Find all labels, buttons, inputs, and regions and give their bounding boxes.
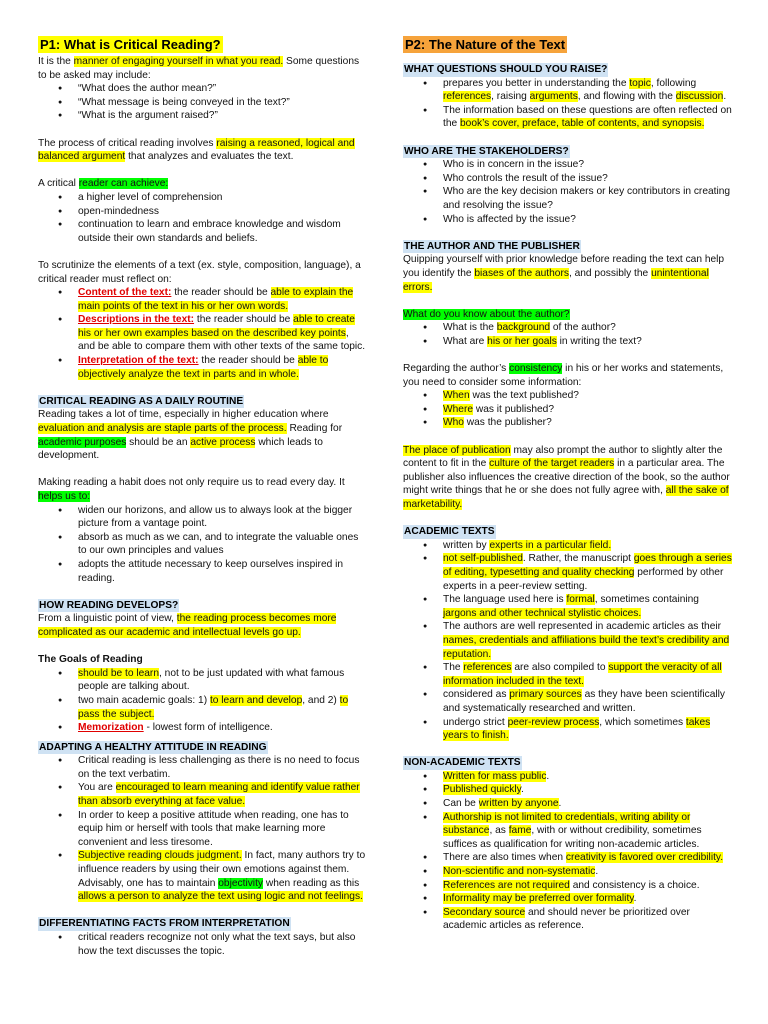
highlighted-text: Informality may be preferred over formality xyxy=(443,893,634,905)
text-run: What is the xyxy=(443,322,497,334)
list-item xyxy=(443,539,733,553)
highlighted-text: biases of the authors xyxy=(474,267,569,279)
consistency-paragraph xyxy=(403,362,733,389)
text-run: , and be able to compare them with other texts of the same topic. xyxy=(78,327,366,353)
highlighted-text: When xyxy=(443,390,470,402)
text-run: in a particular area. The publisher also influences the creative direction of the book, so the author might write things that he or she does not fully agree with, xyxy=(403,458,730,497)
text-run: , not to be just updated with what famous people are talking about. xyxy=(78,667,345,693)
highlighted-text: reader can achieve: xyxy=(78,178,169,190)
text-run: critical readers recognize not only what the text says, but also how the text discusses the topic. xyxy=(78,932,356,957)
text-run: . xyxy=(595,866,599,878)
highlighted-text: support the veracity of all information included in the text. xyxy=(443,662,722,687)
list-item xyxy=(78,354,368,381)
section-heading-author: THE AUTHOR AND THE PUBLISHER xyxy=(404,240,580,252)
know-author-paragraph xyxy=(403,308,733,322)
academic-list xyxy=(403,539,733,743)
text-run: Who are the key decision makers or key contributors in creating and resolving the issue? xyxy=(443,186,731,211)
list-item xyxy=(78,781,368,808)
text-run: , raising xyxy=(491,91,530,103)
process-paragraph xyxy=(38,137,368,164)
column-p1 xyxy=(38,36,368,958)
scrutinize-list xyxy=(38,286,368,381)
list-item xyxy=(78,754,368,781)
text-run: considered as xyxy=(443,689,510,701)
highlighted-text: able to create his or her own examples based on the described key points xyxy=(78,314,355,339)
text-run: Who is in concern in the issue? xyxy=(443,159,584,171)
author-paragraph xyxy=(403,253,733,294)
text-run: , and possibly the xyxy=(568,267,652,279)
page-title-p1: P1: What is Critical Reading? xyxy=(40,37,221,52)
highlighted-text: the reading process becomes more complicated as our academic and intellectual levels go up. xyxy=(38,613,337,638)
list-item xyxy=(443,593,733,620)
text-run: - lowest form of intelligence. xyxy=(143,722,273,734)
text-run: was the text published? xyxy=(469,390,579,402)
list-item xyxy=(443,172,733,186)
text-run: The process of critical reading involves xyxy=(38,137,217,149)
highlighted-text: jargons and other technical stylistic choices. xyxy=(443,607,642,619)
highlighted-text: not self-published xyxy=(443,553,523,565)
text-run: . xyxy=(633,893,637,905)
text-run: which leads to development. xyxy=(38,436,323,462)
text-run: . xyxy=(723,91,727,103)
routine-paragraph xyxy=(38,408,368,462)
list-item xyxy=(78,667,368,694)
text-run: a higher level of comprehension xyxy=(78,191,223,203)
consistency-list xyxy=(403,389,733,430)
text-run: was the publisher? xyxy=(463,417,552,429)
list-item xyxy=(443,213,733,227)
highlighted-text: What do you know about the author? xyxy=(403,308,570,320)
text-run: was it published? xyxy=(473,403,554,415)
highlighted-text: allows a person to analyze the text using logic and not feelings. xyxy=(78,891,363,903)
text-run: There are also times when xyxy=(443,852,566,864)
highlighted-text: Subjective reading clouds judgment. xyxy=(78,850,242,862)
highlighted-text: formal xyxy=(566,594,595,606)
highlighted-text: creativity is favored over credibility. xyxy=(565,852,724,864)
highlighted-text: Interpretation of the text: xyxy=(78,355,199,367)
text-run: performed by other experts in a peer-review setting. xyxy=(443,566,724,592)
text-run: The language used here is xyxy=(443,594,567,606)
highlighted-text: Non-scientific and non-systematic xyxy=(443,866,596,878)
highlighted-text: Where xyxy=(443,403,474,415)
habit-list xyxy=(38,504,368,586)
text-run: Quipping yourself with prior knowledge before reading the text can help you identify the xyxy=(403,254,725,279)
text-run: “What is the argument raised?” xyxy=(78,110,218,122)
list-item xyxy=(443,104,733,131)
highlighted-text: helps us to: xyxy=(38,491,91,502)
text-run: Reading takes a lot of time, especially in higher education where xyxy=(38,409,329,421)
text-run: written by xyxy=(443,539,490,551)
text-run: Who is affected by the issue? xyxy=(443,213,576,225)
highlighted-text: his or her goals xyxy=(487,335,557,347)
highlighted-text: active process xyxy=(190,436,256,448)
text-run: . xyxy=(546,770,550,782)
text-run: “What message is being conveyed in the text?” xyxy=(78,96,290,108)
list-item xyxy=(443,716,733,743)
highlighted-text: Descriptions in the text: xyxy=(78,314,195,326)
list-item xyxy=(443,416,733,430)
text-run: and should never be prioritized over academic articles as reference. xyxy=(443,906,690,932)
text-run: and consistency is a choice. xyxy=(569,879,700,891)
highlighted-text: Authorship is not limited to credentials, writing ability or substance xyxy=(443,811,691,837)
text-run: Reading for xyxy=(286,423,343,435)
section-heading-nonacademic: NON-ACADEMIC TEXTS xyxy=(404,757,521,769)
list-item xyxy=(443,403,733,417)
text-run: In order to keep a positive attitude when reading, one has to equip him or herself with tools that make learning more convenient and less tiresome. xyxy=(78,809,349,848)
develops-paragraph xyxy=(38,612,368,639)
highlighted-text: takes years to finish. xyxy=(443,716,711,742)
text-run: From a linguistic point of view, xyxy=(38,613,177,625)
highlighted-text: background xyxy=(496,322,551,334)
text-run: , and flowing with the xyxy=(577,91,676,103)
highlighted-text: evaluation and analysis are staple parts of the process. xyxy=(38,423,287,435)
list-item xyxy=(443,811,733,852)
section-heading-develops: HOW READING DEVELOPS? xyxy=(39,599,179,611)
goals-heading: The Goals of Reading xyxy=(38,654,143,666)
list-item xyxy=(443,892,733,906)
list-item xyxy=(78,313,368,354)
list-item xyxy=(78,531,368,558)
highlighted-text: able to explain the main points of the text in his or her own words. xyxy=(78,287,354,312)
scrutinize-paragraph xyxy=(38,259,368,286)
highlighted-text: written by anyone xyxy=(478,798,559,810)
highlighted-text: topic xyxy=(629,77,651,89)
section-heading-facts: DIFFERENTIATING FACTS FROM INTERPRETATION xyxy=(39,918,290,930)
list-item xyxy=(443,879,733,893)
list-item xyxy=(78,96,368,110)
section-heading-stakeholders: WHO ARE THE STAKEHOLDERS? xyxy=(404,145,569,157)
highlighted-text: unintentional errors. xyxy=(403,267,709,293)
list-item xyxy=(443,797,733,811)
list-item xyxy=(443,158,733,172)
highlighted-text: peer-review process xyxy=(507,716,600,728)
list-item xyxy=(443,321,733,335)
highlighted-text: goes through a series of editing, typesetting and quality checking xyxy=(443,553,732,578)
highlighted-text: discussion xyxy=(675,91,724,103)
text-run: Some questions to be asked may include: xyxy=(38,56,360,81)
text-run: “What does the author mean?” xyxy=(78,83,217,95)
highlighted-text: objectivity xyxy=(218,877,263,889)
text-run: . Rather, the manuscript xyxy=(522,553,634,565)
list-item xyxy=(78,849,368,903)
highlighted-text: culture of the target readers xyxy=(489,458,615,470)
list-item xyxy=(443,783,733,797)
text-run: The information based on these questions are often reflected on the xyxy=(443,104,732,130)
highlighted-text: names, credentials and affiliations build the text’s credibility and reputation. xyxy=(443,634,730,660)
highlighted-text: to learn and develop xyxy=(209,694,303,706)
text-run: , which sometimes xyxy=(599,716,686,728)
text-run: absorb as much as we can, and to integrate the valuable ones to our own principles and values xyxy=(78,531,359,557)
habit-paragraph xyxy=(38,476,368,503)
highlighted-text: able to objectively analyze the text in parts and in whole. xyxy=(78,355,329,380)
list-item xyxy=(443,77,733,104)
highlighted-text: manner of engaging yourself in what you read. xyxy=(73,56,284,67)
text-run: undergo strict xyxy=(443,716,508,728)
text-run: , as xyxy=(489,825,509,837)
text-run: Making reading a habit does not only require us to read every day. It xyxy=(38,477,345,489)
attitude-list xyxy=(38,754,368,904)
list-item xyxy=(78,109,368,123)
list-item xyxy=(78,931,368,958)
text-run: What are xyxy=(443,335,488,347)
text-run: adopts the attitude necessary to keep ourselves inspired in reading. xyxy=(78,558,344,584)
highlighted-text: fame xyxy=(508,825,532,837)
text-run: the reader should be xyxy=(198,355,298,367)
section-heading-routine: CRITICAL READING AS A DAILY ROUTINE xyxy=(39,395,244,407)
text-run: In fact, many authors try to influence readers by using their own emotions against them. Advisably, one has to maintain xyxy=(78,850,366,889)
highlighted-text: Who xyxy=(443,417,464,429)
text-run: the reader should be xyxy=(171,287,271,299)
stakeholders-list xyxy=(403,158,733,226)
highlighted-text: The place of publication xyxy=(403,444,511,456)
highlighted-text: Written for mass public xyxy=(443,770,547,782)
column-p2 xyxy=(403,36,733,933)
text-run: , and 2) xyxy=(302,694,340,706)
highlighted-text: consistency xyxy=(509,363,563,375)
publication-paragraph xyxy=(403,444,733,512)
highlighted-text: arguments xyxy=(529,91,578,103)
page-title-p2: P2: The Nature of the Text xyxy=(405,37,566,52)
list-item xyxy=(443,335,733,349)
highlighted-text: academic purposes xyxy=(38,436,127,448)
list-item xyxy=(78,82,368,96)
highlighted-text: should be to learn xyxy=(78,667,159,679)
highlighted-text: Secondary source xyxy=(443,906,526,918)
text-run: Who controls the result of the issue? xyxy=(443,172,608,184)
text-run: widen our horizons, and allow us to always look at the bigger picture from a vantage point. xyxy=(78,504,353,530)
text-run: may also prompt the author to slightly alter the content to fit in the xyxy=(403,444,723,470)
intro-questions-list xyxy=(38,82,368,123)
highlighted-text: References are not required xyxy=(443,879,570,891)
highlighted-text: Memorization xyxy=(78,722,144,734)
text-run: Can be xyxy=(443,798,479,810)
text-run: The authors are well represented in academic articles as their xyxy=(443,621,722,633)
list-item xyxy=(443,620,733,661)
list-item xyxy=(78,218,368,245)
text-run: as they have been scientifically and systematically researched and written. xyxy=(443,689,726,714)
highlighted-text: raising a reasoned, logical and balanced argument xyxy=(38,137,355,163)
list-item xyxy=(443,185,733,212)
text-run: are also compiled to xyxy=(511,662,609,674)
text-run: , following xyxy=(650,77,697,89)
text-run: that analyzes and evaluates the text. xyxy=(125,151,294,163)
text-run: in his or her works and statements, you need to consider some information: xyxy=(403,363,724,388)
section-heading-academic: ACADEMIC TEXTS xyxy=(404,526,495,538)
facts-list xyxy=(38,931,368,958)
highlighted-text: book’s cover, preface, table of contents, and synopsis. xyxy=(460,118,705,130)
text-run: A critical xyxy=(38,178,79,190)
list-item xyxy=(443,770,733,784)
text-run: . xyxy=(558,798,562,810)
list-item xyxy=(78,191,368,205)
text-run: Regarding the author’s xyxy=(403,363,510,375)
text-run: in writing the text? xyxy=(556,335,642,347)
section-heading-attitude: ADAPTING A HEALTHY ATTITUDE IN READING xyxy=(39,741,267,753)
achieve-list xyxy=(38,191,368,245)
text-run: continuation to learn and embrace knowledge and wisdom outside their own standards and beliefs. xyxy=(78,219,341,244)
highlighted-text: Content of the text: xyxy=(78,287,172,299)
highlighted-text: encouraged to learn meaning and identify value rather than absorb everything at face value. xyxy=(78,782,360,808)
list-item xyxy=(443,851,733,865)
questions-list xyxy=(403,77,733,131)
goals-list xyxy=(38,667,368,735)
text-run: Critical reading is less challenging as there is no need to focus on the text verbatim. xyxy=(78,755,360,780)
text-run: two main academic goals: 1) xyxy=(78,694,210,706)
highlighted-text: references xyxy=(463,662,512,674)
text-run: The xyxy=(443,662,464,674)
highlighted-text: primary sources xyxy=(509,689,582,701)
list-item xyxy=(443,865,733,879)
list-item xyxy=(443,661,733,688)
text-run: You are xyxy=(78,782,116,794)
list-item xyxy=(78,205,368,219)
know-author-list xyxy=(403,321,733,348)
section-heading-questions: WHAT QUESTIONS SHOULD YOU RAISE? xyxy=(404,64,608,75)
text-run: should be an xyxy=(126,436,191,448)
text-run: when reading as this xyxy=(263,877,360,889)
list-item xyxy=(443,688,733,715)
list-item xyxy=(78,504,368,531)
text-run: , with or without credibility, sometimes suffices as qualification for writing non-academic articles. xyxy=(443,825,702,850)
nonacademic-list xyxy=(403,770,733,933)
text-run: open-mindedness xyxy=(78,205,159,217)
text-run: . xyxy=(520,784,524,796)
highlighted-text: all the sake of marketability. xyxy=(403,485,729,510)
list-item xyxy=(78,721,368,735)
intro-paragraph xyxy=(38,55,368,82)
text-run: , sometimes containing xyxy=(594,594,699,606)
list-item xyxy=(78,286,368,313)
highlighted-text: experts in a particular field. xyxy=(489,539,612,551)
list-item xyxy=(443,552,733,593)
achieve-paragraph xyxy=(38,177,368,191)
highlighted-text: Published quickly xyxy=(443,784,521,796)
list-item xyxy=(443,906,733,933)
text-run: It is the xyxy=(38,56,74,67)
text-run: the reader should be xyxy=(194,314,294,326)
list-item xyxy=(443,389,733,403)
list-item xyxy=(78,694,368,721)
text-run: prepares you better in understanding the xyxy=(443,77,630,89)
text-run: of the author? xyxy=(550,322,616,334)
list-item xyxy=(78,809,368,850)
text-run: To scrutinize the elements of a text (ex. style, composition, language), a critical reader must reflect on: xyxy=(38,259,361,285)
highlighted-text: to pass the subject. xyxy=(78,694,349,720)
list-item xyxy=(78,558,368,585)
highlighted-text: references xyxy=(443,91,492,103)
